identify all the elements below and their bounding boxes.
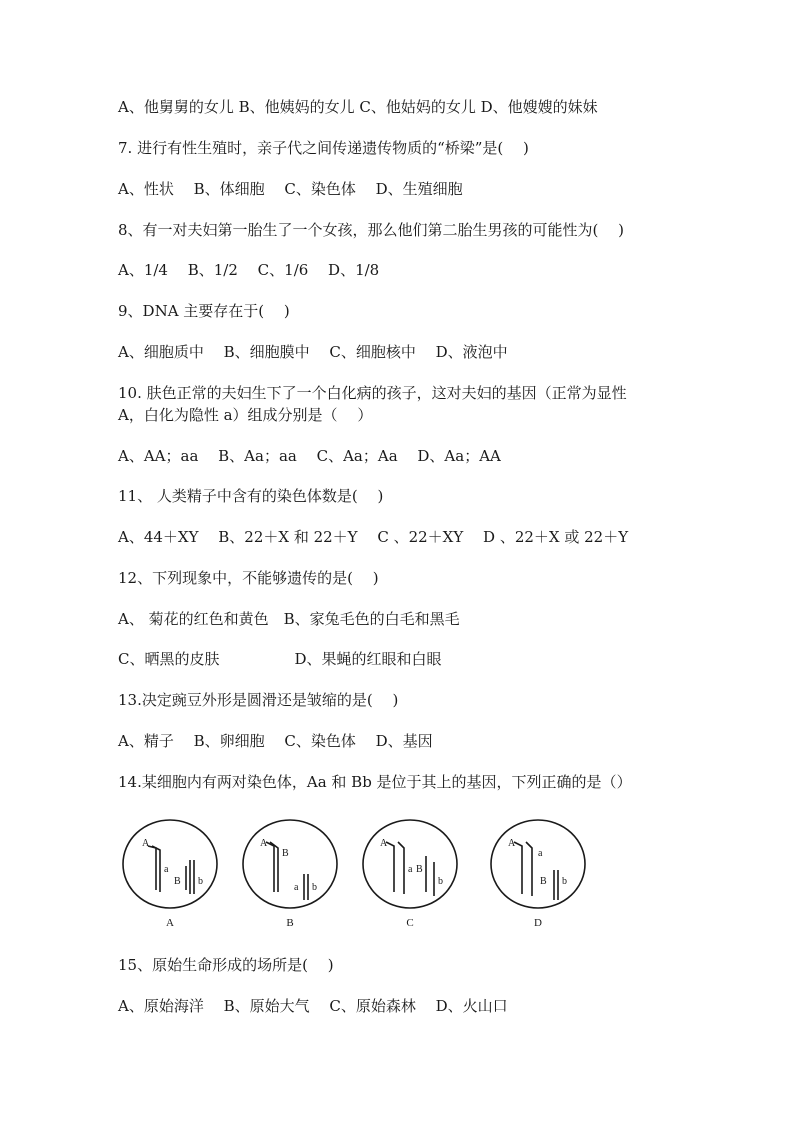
cell-c-caption: C xyxy=(406,917,414,929)
cell-c-gene-1: A xyxy=(380,838,388,849)
cell-d-gene-2: a xyxy=(538,848,543,859)
cell-a-gene-2: a xyxy=(164,864,169,875)
cell-a-chromosome-1 xyxy=(148,846,156,890)
q10-options: A、AA；aa B、Aa；aa C、Aa；Aa D、Aa；AA xyxy=(118,447,501,465)
q15-options: A、原始海洋 B、原始大气 C、原始森林 D、火山口 xyxy=(118,997,508,1015)
cell-d-chromosome-3 xyxy=(554,870,558,900)
cell-b-membrane xyxy=(243,820,337,908)
q12-options-2: C、晒黑的皮肤 D、果蝇的红眼和白眼 xyxy=(118,650,442,668)
q15-stem: 15、原始生命形成的场所是( ) xyxy=(118,956,334,974)
cell-a-gene-1: A xyxy=(142,838,150,849)
cell-a-chromosome-3 xyxy=(190,860,194,894)
q6-options: A、他舅舅的女儿 B、他姨妈的女儿 C、他姑妈的女儿 D、他嫂嫂的妹妹 xyxy=(118,98,598,116)
cell-b-gene-1: A xyxy=(260,838,268,849)
cell-d-caption: D xyxy=(534,917,542,929)
q12-options-1: A、 菊花的红色和黄色 B、家兔毛色的白毛和黑毛 xyxy=(118,610,460,628)
cell-c-gene-4: b xyxy=(438,876,443,887)
q8-options: A、1/4 B、1/2 C、1/6 D、1/8 xyxy=(118,261,380,279)
cell-b-gene-2: B xyxy=(282,848,289,859)
cell-a-gene-4: b xyxy=(198,876,203,887)
cell-c-gene-2: a xyxy=(408,864,413,875)
cell-b-chromosome-3 xyxy=(304,874,308,900)
q10-stem-2: A，白化为隐性 a）组成分别是（ ） xyxy=(118,406,373,424)
cell-a-gene-3: B xyxy=(174,876,181,887)
q7-options: A、性状 B、体细胞 C、染色体 D、生殖细胞 xyxy=(118,180,463,198)
q14-figure xyxy=(118,812,598,932)
cell-d-gene-1: A xyxy=(508,838,516,849)
cell-d-gene-3: B xyxy=(540,876,547,887)
q9-stem: 9、DNA 主要存在于( ) xyxy=(118,302,290,320)
q14-stem: 14.某细胞内有两对染色体，Aa 和 Bb 是位于其上的基因，下列正确的是（） xyxy=(118,773,632,791)
cell-b-gene-4: b xyxy=(312,882,317,893)
q11-options: A、44＋XY B、22＋X 和 22＋Y C 、22＋XY D 、22＋X 或 22＋Y xyxy=(118,528,629,546)
q11-stem: 11、 人类精子中含有的染色体数是( ) xyxy=(118,487,384,505)
q8-stem: 8、有一对夫妇第一胎生了一个女孩，那么他们第二胎生男孩的可能性为( ) xyxy=(118,221,625,239)
cell-diagrams xyxy=(118,812,598,932)
cell-d-chromosome-2 xyxy=(526,842,532,896)
cell-d-membrane xyxy=(491,820,585,908)
cell-c-chromosome-1 xyxy=(386,842,394,892)
q12-stem: 12、下列现象中，不能够遗传的是( ) xyxy=(118,569,379,587)
cell-d-chromosome-1 xyxy=(514,842,522,894)
cell-a-membrane xyxy=(123,820,217,908)
cell-c-chromosome-3 xyxy=(426,856,434,896)
cell-a-caption: A xyxy=(166,917,174,929)
cell-c-gene-3: B xyxy=(416,864,423,875)
cell-b-gene-3: a xyxy=(294,882,299,893)
cell-d-gene-4: b xyxy=(562,876,567,887)
q9-options: A、细胞质中 B、细胞膜中 C、细胞核中 D、液泡中 xyxy=(118,343,508,361)
q13-options: A、精子 B、卵细胞 C、染色体 D、基因 xyxy=(118,732,433,750)
cell-b-caption: B xyxy=(286,917,294,929)
q7-stem: 7. 进行有性生殖时，亲子代之间传递遗传物质的“桥梁”是( ) xyxy=(118,139,529,157)
cell-b-chromosome-1 xyxy=(266,842,274,892)
cell-c-chromosome-2 xyxy=(398,842,404,894)
q13-stem: 13.决定豌豆外形是圆滑还是皱缩的是( ) xyxy=(118,691,399,709)
q10-stem-1: 10. 肤色正常的夫妇生下了一个白化病的孩子，这对夫妇的基因（正常为显性 xyxy=(118,384,627,402)
